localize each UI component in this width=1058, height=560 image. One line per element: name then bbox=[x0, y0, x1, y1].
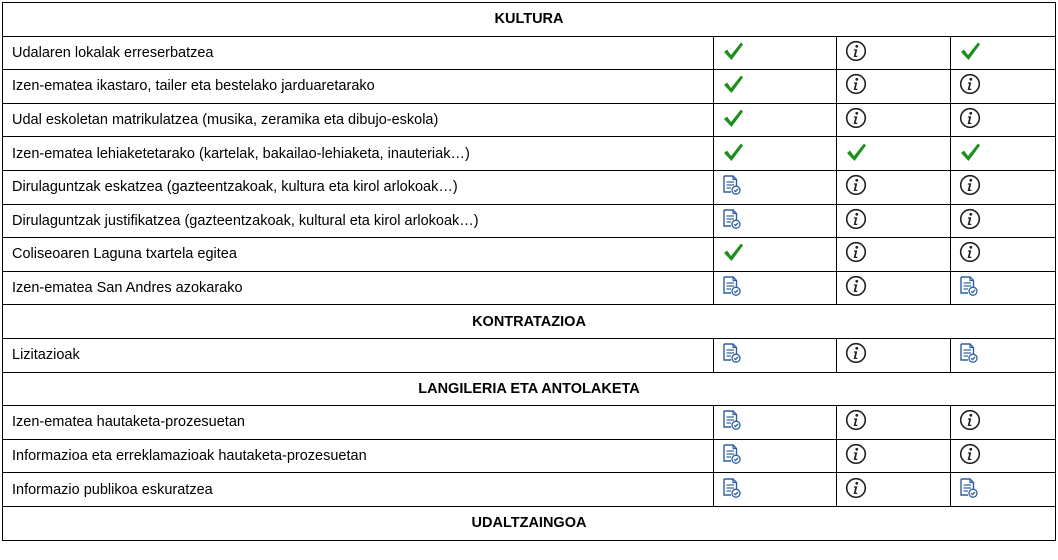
document-check-icon bbox=[722, 443, 742, 465]
service-row bbox=[3, 271, 1056, 305]
document-check-icon bbox=[722, 409, 742, 431]
info-icon[interactable] bbox=[959, 107, 981, 129]
document-check-icon bbox=[959, 477, 979, 499]
channel-cell-2 bbox=[837, 338, 951, 372]
channel-cell-2 bbox=[837, 170, 951, 204]
channel-cell-3 bbox=[951, 70, 1056, 104]
service-row bbox=[3, 238, 1056, 272]
channel-cell-2 bbox=[837, 70, 951, 104]
channel-cell-1 bbox=[714, 406, 837, 440]
info-icon[interactable] bbox=[959, 241, 981, 263]
channel-cell-3 bbox=[951, 439, 1056, 473]
channel-cell-2 bbox=[837, 137, 951, 171]
channel-cell-2 bbox=[837, 103, 951, 137]
document-check-icon bbox=[959, 275, 979, 297]
document-check-icon bbox=[959, 342, 979, 364]
channel-cell-1 bbox=[714, 70, 837, 104]
document-check-icon bbox=[722, 342, 742, 364]
info-icon[interactable] bbox=[959, 174, 981, 196]
section-header-row bbox=[3, 372, 1056, 406]
section-header-row bbox=[3, 3, 1056, 37]
channel-cell-1 bbox=[714, 439, 837, 473]
service-row bbox=[3, 204, 1056, 238]
checkmark-icon bbox=[722, 141, 744, 163]
info-icon[interactable] bbox=[845, 342, 867, 364]
checkmark-icon bbox=[722, 40, 744, 62]
channel-cell-1 bbox=[714, 103, 837, 137]
service-row bbox=[3, 70, 1056, 104]
checkmark-icon bbox=[722, 73, 744, 95]
service-label: Dirulaguntzak eskatzea (gazteentzakoak, kultura eta kirol arlokoak…) bbox=[3, 170, 714, 204]
channel-cell-1 bbox=[714, 271, 837, 305]
service-label: Izen-ematea hautaketa-prozesuetan bbox=[3, 406, 714, 440]
channel-cell-3 bbox=[951, 137, 1056, 171]
service-label: Izen-ematea San Andres azokarako bbox=[3, 271, 714, 305]
channel-cell-3 bbox=[951, 170, 1056, 204]
service-row bbox=[3, 36, 1056, 70]
section-title: KONTRATAZIOA bbox=[3, 305, 1056, 339]
info-icon[interactable] bbox=[845, 73, 867, 95]
info-icon[interactable] bbox=[845, 241, 867, 263]
section-title: UDALTZAINGOA bbox=[3, 506, 1056, 540]
service-row bbox=[3, 439, 1056, 473]
info-icon[interactable] bbox=[845, 174, 867, 196]
info-icon[interactable] bbox=[845, 477, 867, 499]
channel-cell-2 bbox=[837, 406, 951, 440]
document-check-icon bbox=[722, 208, 742, 230]
service-label: Izen-ematea lehiaketetarako (kartelak, bakailao-lehiaketa, inauteriak…) bbox=[3, 137, 714, 171]
channel-cell-3 bbox=[951, 204, 1056, 238]
document-check-icon bbox=[722, 174, 742, 196]
channel-cell-2 bbox=[837, 36, 951, 70]
section-title: KULTURA bbox=[3, 3, 1056, 37]
service-label: Informazioa eta erreklamazioak hautaketa-prozesuetan bbox=[3, 439, 714, 473]
info-icon[interactable] bbox=[845, 208, 867, 230]
service-label: Informazio publikoa eskuratzea bbox=[3, 473, 714, 507]
channel-cell-2 bbox=[837, 204, 951, 238]
service-row bbox=[3, 170, 1056, 204]
service-row bbox=[3, 338, 1056, 372]
service-label: Udal eskoletan matrikulatzea (musika, zeramika eta dibujo-eskola) bbox=[3, 103, 714, 137]
service-label: Coliseoaren Laguna txartela egitea bbox=[3, 238, 714, 272]
channel-cell-2 bbox=[837, 271, 951, 305]
channel-cell-1 bbox=[714, 137, 837, 171]
service-label: Udalaren lokalak erreserbatzea bbox=[3, 36, 714, 70]
service-label: Dirulaguntzak justifikatzea (gazteentzakoak, kultural eta kirol arlokoak…) bbox=[3, 204, 714, 238]
service-label: Izen-ematea ikastaro, tailer eta bestelako jarduaretarako bbox=[3, 70, 714, 104]
channel-cell-3 bbox=[951, 271, 1056, 305]
channel-cell-1 bbox=[714, 338, 837, 372]
service-label: Lizitazioak bbox=[3, 338, 714, 372]
channel-cell-1 bbox=[714, 238, 837, 272]
service-row bbox=[3, 406, 1056, 440]
service-row bbox=[3, 103, 1056, 137]
channel-cell-2 bbox=[837, 439, 951, 473]
channel-cell-2 bbox=[837, 473, 951, 507]
document-check-icon bbox=[722, 477, 742, 499]
info-icon[interactable] bbox=[959, 73, 981, 95]
channel-cell-1 bbox=[714, 204, 837, 238]
info-icon[interactable] bbox=[845, 409, 867, 431]
channel-cell-1 bbox=[714, 36, 837, 70]
info-icon[interactable] bbox=[845, 40, 867, 62]
checkmark-icon bbox=[959, 40, 981, 62]
channel-cell-3 bbox=[951, 36, 1056, 70]
info-icon[interactable] bbox=[845, 275, 867, 297]
checkmark-icon bbox=[722, 241, 744, 263]
info-icon[interactable] bbox=[845, 443, 867, 465]
document-check-icon bbox=[722, 275, 742, 297]
channel-cell-3 bbox=[951, 473, 1056, 507]
channel-cell-1 bbox=[714, 170, 837, 204]
info-icon[interactable] bbox=[845, 107, 867, 129]
info-icon[interactable] bbox=[959, 208, 981, 230]
channel-cell-3 bbox=[951, 103, 1056, 137]
checkmark-icon bbox=[845, 141, 867, 163]
service-row bbox=[3, 137, 1056, 171]
info-icon[interactable] bbox=[959, 409, 981, 431]
checkmark-icon bbox=[722, 107, 744, 129]
channel-cell-3 bbox=[951, 338, 1056, 372]
info-icon[interactable] bbox=[959, 443, 981, 465]
section-header-row bbox=[3, 305, 1056, 339]
section-header-row bbox=[3, 506, 1056, 540]
checkmark-icon bbox=[959, 141, 981, 163]
section-title: LANGILERIA ETA ANTOLAKETA bbox=[3, 372, 1056, 406]
channel-cell-3 bbox=[951, 238, 1056, 272]
service-row bbox=[3, 473, 1056, 507]
services-table-body bbox=[3, 3, 1056, 541]
channel-cell-1 bbox=[714, 473, 837, 507]
channel-cell-2 bbox=[837, 238, 951, 272]
channel-cell-3 bbox=[951, 406, 1056, 440]
services-table bbox=[2, 2, 1056, 541]
